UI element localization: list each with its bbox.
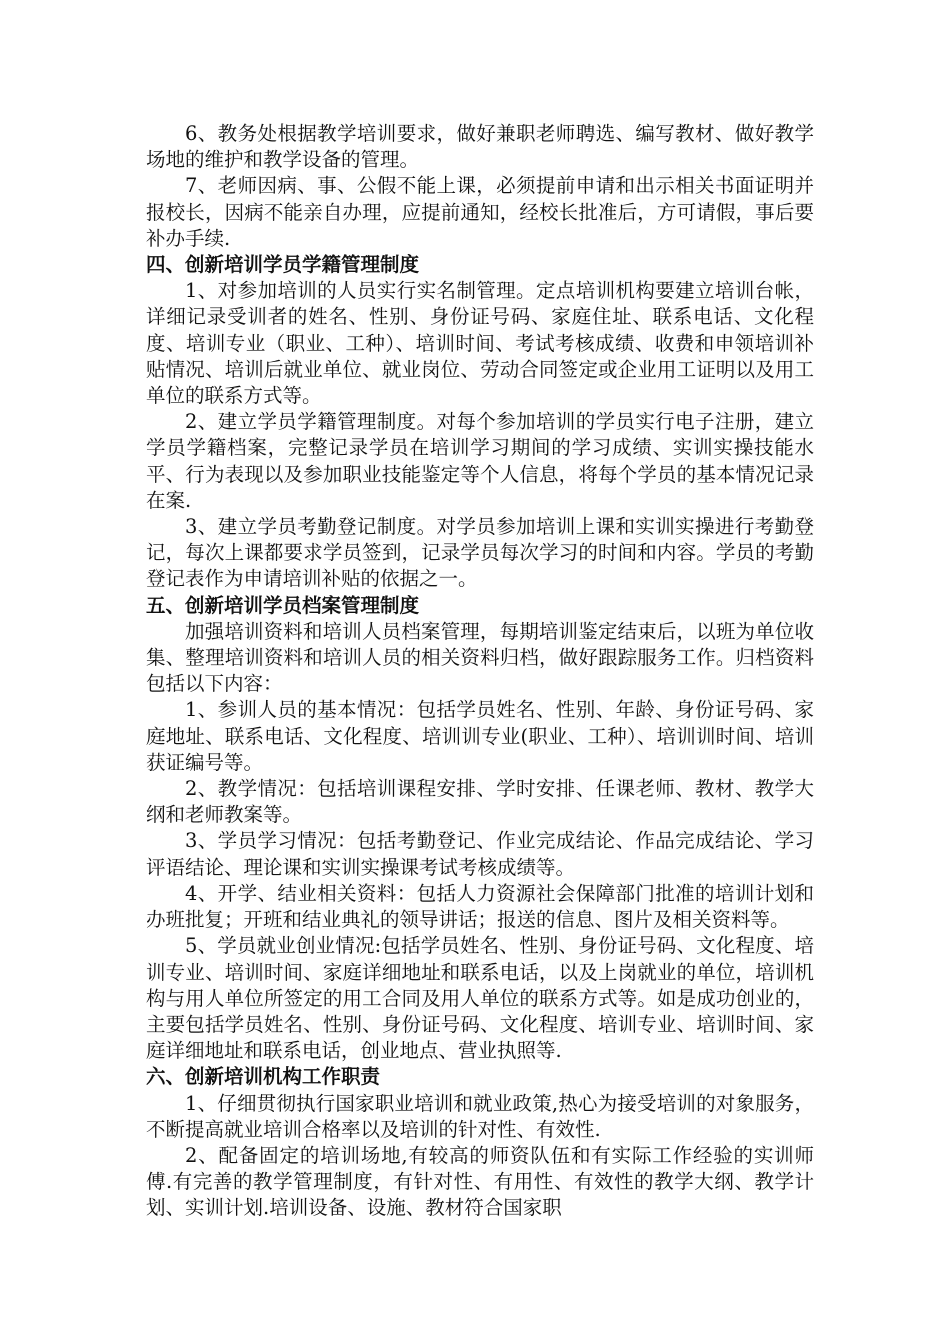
document-page [146, 121, 814, 1222]
paragraph: 3、建立学员考勤登记制度。对学员参加培训上课和实训实操进行考勤登记，每次上课都要求学员签到，记录学员每次学习的时间和内容。学员的考勤登记表作为申请培训补贴的依据之一。 [146, 515, 814, 591]
paragraph: 2、建立学员学籍管理制度。对每个参加培训的学员实行电子注册，建立学员学籍档案，完整记录学员在培训学习期间的学习成绩、实训实操技能水平、行为表现以及参加职业技能鉴定等个人信息，将每个学员的基本情况记录在案. [146, 410, 814, 512]
paragraph: 4、开学、结业相关资料：包括人力资源社会保障部门批准的培训计划和办班批复；开班和结业典礼的领导讲话；报送的信息、图片及相关资料等。 [146, 881, 814, 932]
section-heading: 六、创新培训机构工作职责 [146, 1065, 381, 1089]
paragraph: 加强培训资料和培训人员档案管理，每期培训鉴定结束后，以班为单位收集、整理培训资料和培训人员的相关资料归档，做好跟踪服务工作。归档资料包括以下内容： [146, 619, 814, 696]
paragraph: 7、老师因病、事、公假不能上课，必须提前申请和出示相关书面证明并报校长，因病不能亲自办理，应提前通知，经校长批准后，方可请假，事后要补办手续. [146, 174, 814, 250]
section-heading: 四、创新培训学员学籍管理制度 [146, 253, 420, 277]
paragraph: 1、仔细贯彻执行国家职业培训和就业政策,热心为接受培训的对象服务，不断提高就业培训合格率以及培训的针对性、有效性. [146, 1091, 814, 1141]
paragraph: 5、学员就业创业情况:包括学员姓名、性别、身份证号码、文化程度、培训专业、培训时间、家庭详细地址和联系电话，以及上岗就业的单位，培训机构与用人单位所签定的用工合同及用人单位的联系方式等。如是成功创业的，主要包括学员姓名、性别、身份证号码、文化程度、培训专业、培训时间、家庭详细地址和联系电话，创业地点、营业执照等. [146, 934, 814, 1063]
paragraph: 2、配备固定的培训场地,有较高的师资队伍和有实际工作经验的实训师傅.有完善的教学管理制度，有针对性、有用性、有效性的教学大纲、教学计划、实训计划.培训设备、设施、教材符合国家职 [146, 1143, 814, 1220]
paragraph: 2、教学情况：包括培训课程安排、学时安排、任课老师、教材、教学大纲和老师教案等。 [146, 777, 814, 827]
paragraph: 6、教务处根据教学培训要求，做好兼职老师聘选、编写教材、做好教学场地的维护和教学设备的管理。 [146, 122, 814, 172]
paragraph: 1、参训人员的基本情况：包括学员姓名、性别、年龄、身份证号码、家庭地址、联系电话、文化程度、培训训专业(职业、工种）、培训训时间、培训获证编号等。 [146, 698, 814, 774]
paragraph: 3、学员学习情况：包括考勤登记、作业完成结论、作品完成结论、学习评语结论、理论课和实训实操课考试考核成绩等。 [146, 829, 814, 879]
paragraph: 1、对参加培训的人员实行实名制管理。定点培训机构要建立培训台帐，详细记录受训者的姓名、性别、身份证号码、家庭住址、联系电话、文化程度、培训专业（职业、工种）、培训时间、考试考核成绩、收费和申领培训补贴情况、培训后就业单位、就业岗位、劳动合同签定或企业用工证明以及用工单位的联系方式等。 [146, 279, 814, 408]
section-heading: 五、创新培训学员档案管理制度 [146, 593, 420, 617]
